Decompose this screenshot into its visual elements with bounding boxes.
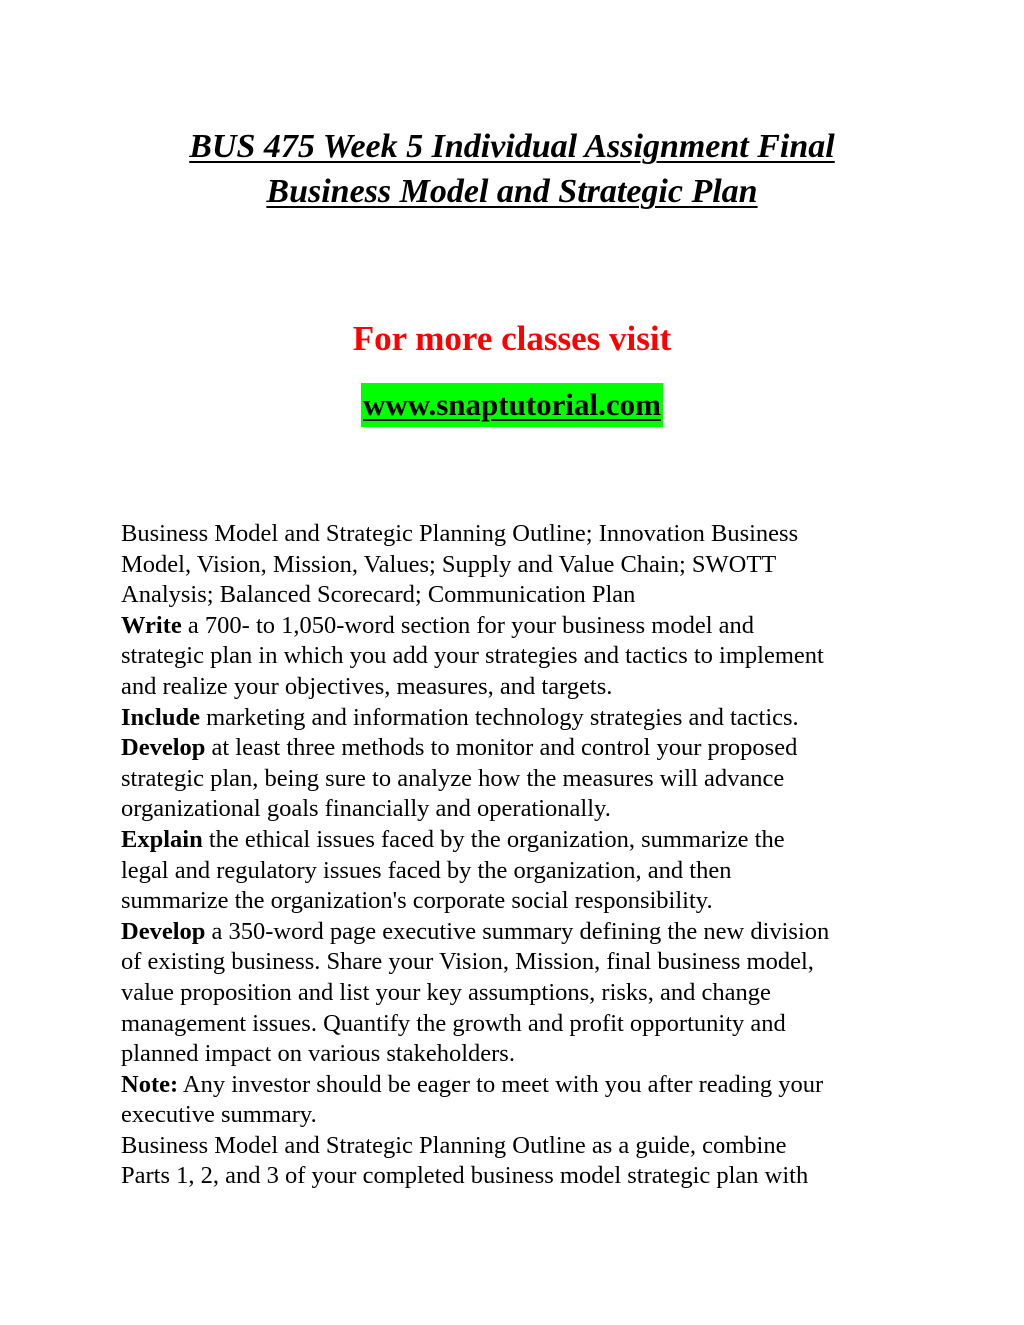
body-line: Develop a 350-word page executive summary defining the new division — [121, 917, 830, 945]
body-line: Develop at least three methods to monitor and control your proposed — [121, 734, 798, 762]
body-line: legal and regulatory issues faced by the organization, and then — [121, 856, 732, 884]
body-line: Parts 1, 2, and 3 of your completed business model strategic plan with — [121, 1162, 809, 1190]
assignment-description — [121, 519, 911, 1192]
body-line: of existing business. Share your Vision, Mission, final business model, — [121, 948, 814, 976]
body-line: organizational goals financially and operationally. — [121, 795, 611, 823]
body-line: executive summary. — [121, 1101, 317, 1129]
body-line: Business Model and Strategic Planning Outline as a guide, combine — [121, 1131, 787, 1159]
document-title — [0, 124, 1024, 214]
body-line: planned impact on various stakeholders. — [121, 1040, 515, 1068]
body-line: strategic plan in which you add your strategies and tactics to implement — [121, 642, 824, 670]
body-line: Model, Vision, Mission, Values; Supply and Value Chain; SWOTT — [121, 550, 777, 578]
body-line: and realize your objectives, measures, and targets. — [121, 672, 613, 700]
website-link[interactable]: www.snaptutorial.com — [361, 383, 663, 427]
body-line: Write a 700- to 1,050-word section for your business model and — [121, 611, 755, 639]
website-link-container — [0, 383, 1024, 427]
body-line: summarize the organization's corporate social responsibility. — [121, 887, 713, 915]
body-line: management issues. Quantify the growth and profit opportunity and — [121, 1009, 786, 1037]
body-line: Explain the ethical issues faced by the organization, summarize the — [121, 825, 785, 853]
body-line: Note: Any investor should be eager to meet with you after reading your — [121, 1070, 824, 1098]
body-line: Include marketing and information technology strategies and tactics. — [121, 703, 799, 731]
title-line-1: BUS 475 Week 5 Individual Assignment Final — [189, 128, 835, 165]
body-line: Analysis; Balanced Scorecard; Communication Plan — [121, 581, 636, 609]
body-line: Business Model and Strategic Planning Outline; Innovation Business — [121, 520, 799, 547]
body-line: strategic plan, being sure to analyze how the measures will advance — [121, 764, 785, 792]
promo-text: For more classes visit — [352, 319, 672, 358]
body-line: value proposition and list your key assumptions, risks, and change — [121, 978, 771, 1006]
title-line-2: Business Model and Strategic Plan — [266, 173, 758, 210]
